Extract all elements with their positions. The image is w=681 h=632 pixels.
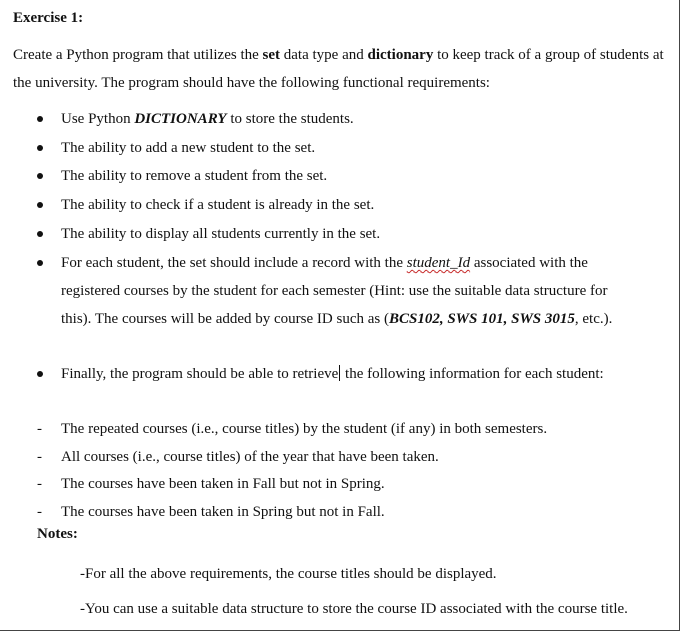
requirement-mid: associated with the registered courses by the student for each semester (Hint: use the suitable data structure for this). The courses will be added by course ID such as ( (61, 255, 608, 327)
requirement-text (61, 360, 606, 388)
requirement-text (61, 105, 651, 133)
requirement-post: to store the students. (226, 111, 354, 127)
bullet-icon (37, 231, 43, 237)
requirement-pre: Finally, the program should be able to retrieve (61, 366, 339, 382)
spellcheck-flagged-word[interactable]: student_Id (406, 255, 471, 271)
bullet-icon (37, 116, 43, 122)
retrieval-text: All courses (i.e., course titles) of the year that have been taken. (61, 449, 439, 465)
retrieval-text: The courses have been taken in Spring but not in Fall. (61, 504, 385, 520)
dash-marker: - (37, 421, 42, 437)
dash-marker: - (37, 449, 42, 465)
requirement-post: the following information for each student: (341, 366, 604, 382)
requirement-text: The ability to display all students currently in the set. (61, 226, 381, 242)
requirement-pre: Use Python (61, 111, 135, 127)
dash-marker: - (37, 504, 42, 520)
bullet-icon (37, 173, 43, 179)
bullet-icon (37, 371, 43, 377)
intro-bold-dictionary: dictionary (367, 47, 434, 63)
retrieval-text: The courses have been taken in Fall but not in Spring. (61, 476, 385, 492)
course-codes: BCS102, SWS 101, SWS 3015 (388, 311, 575, 327)
exercise-intro (13, 41, 668, 97)
requirement-text: The ability to add a new student to the set. (61, 140, 316, 156)
bullet-icon (37, 260, 43, 266)
intro-text-3: to keep track of a group of students at the university. The program should have the following functional requirements: (13, 47, 664, 91)
bullet-icon (37, 145, 43, 151)
notes-heading: Notes: (37, 526, 78, 542)
requirement-text: The ability to check if a student is already in the set. (61, 197, 375, 213)
requirement-post: , etc.). (574, 311, 613, 327)
requirement-text (61, 249, 636, 333)
requirement-text: The ability to remove a student from the set. (61, 168, 328, 184)
intro-text-2: data type and (280, 47, 368, 63)
requirement-emphasis: DICTIONARY (134, 111, 227, 127)
intro-bold-set: set (262, 47, 281, 63)
note-text: -You can use a suitable data structure to store the course ID associated with the course title. (80, 601, 628, 617)
note-text: -For all the above requirements, the course titles should be displayed. (80, 566, 497, 582)
exercise-title: Exercise 1: (13, 10, 84, 26)
requirement-pre: For each student, the set should include a record with the (61, 255, 407, 271)
intro-text-1: Create a Python program that utilizes the (13, 47, 263, 63)
retrieval-text: The repeated courses (i.e., course titles) by the student (if any) in both semesters. (61, 421, 548, 437)
bullet-icon (37, 202, 43, 208)
dash-marker: - (37, 476, 42, 492)
